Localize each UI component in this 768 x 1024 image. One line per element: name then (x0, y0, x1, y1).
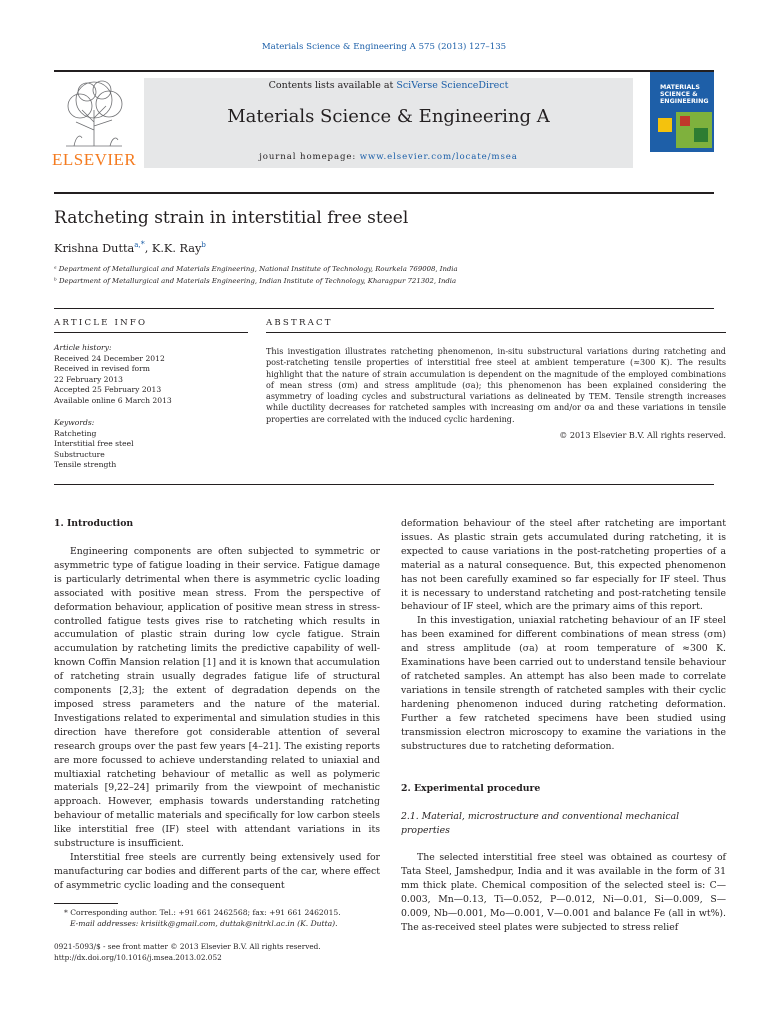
author-ray[interactable]: K.K. Ray (151, 241, 202, 255)
intro-text (54, 545, 380, 893)
email-note[interactable]: E-mail addresses: krisiitk@gmail.com, duttak@nitrkl.ac.in (K. Dutta). (70, 919, 338, 928)
paragraph: The selected interstitial free steel was obtained as courtesy of Tata Steel, Jamshedpur, India and it was available in the form of 31 mm thick plate. Chemical composition of the selected steel is: C—0.003, Mn—0.13, Ti—0.052, P—0.012, Ni—0.01, Si—0.009, S—0.009, Nb—0.001, Mo—0.001, V—0.001 and balance Fe (all in wt%). The as-received steel plates were subjected to stress relief (401, 852, 726, 933)
header-rule-bottom (54, 192, 714, 194)
cover-title: MATERIALS SCIENCE & ENGINEERING (660, 84, 709, 105)
abstract-heading: ABSTRACT (266, 318, 333, 328)
homepage-prefix: journal homepage: (259, 152, 360, 162)
info-rule (54, 332, 248, 333)
keyword-item: Tensile strength (54, 460, 117, 469)
material-text (401, 851, 726, 934)
history-item: Available online 6 March 2013 (54, 395, 172, 405)
paragraph: Interstitial free steels are currently being extensively used for manufacturing car bodies and different parts of the car, where effect of asymmetric cyclic loading and the consequent (54, 851, 380, 891)
section-heading-introduction: 1. Introduction (54, 518, 134, 529)
history-item: 22 February 2013 (54, 374, 123, 384)
keyword-item: Ratcheting (54, 428, 97, 438)
header-rule-top (54, 70, 714, 72)
section-heading-experimental: 2. Experimental procedure (401, 783, 541, 794)
corresponding-star[interactable]: * (140, 240, 145, 249)
article-history (54, 343, 248, 406)
affiliation-b: ᵇ Department of Metallurgical and Materials Engineering, Indian Institute of Technology, Kharagpur 721302, India (54, 277, 457, 285)
sciencedirect-link[interactable]: SciVerse ScienceDirect (396, 80, 509, 91)
abstract-copyright: © 2013 Elsevier B.V. All rights reserved. (559, 430, 726, 440)
abstract-text: This investigation illustrates ratcheting phenomenon, in-situ substructural variations during ratcheting and post-ratcheting tensile properties of interstitial free steel at ambient temperature (≈300 K). The results highlight that the nature of strain accumulation is dependent on the magnitude of the employed combinations of mean stress (σm) and stress amplitude (σa); this phenomenon has been explained considering the asymmetry of loading cycles and substructural variations as delineated by TEM. Tensile strength increases while ductility decreases for ratcheted samples with increasing σm and/or σa and these variations in tensile properties are correlated with the induced cyclic hardening. (266, 346, 726, 424)
author1-affil-mark[interactable]: a, (134, 241, 141, 249)
paragraph: In this investigation, uniaxial ratcheting behaviour of an IF steel has been examined for different combinations of mean stress (σm) and stress amplitude (σa) at room temperature of ≈300 K. Examinations have been carried out to understand tensile behaviour of ratcheted samples. An attempt has also been made to correlate variations in tensile strength of ratcheted samples with their cyclic hardening phenomenon induced during ratcheting deformation. Further a few ratcheted specimens have been studied using transmission electron microscopy to examine the variations in the substructures due to ratcheting deformation. (401, 615, 726, 752)
author-separator: , (144, 241, 152, 255)
article-title: Ratcheting strain in interstitial free steel (54, 208, 409, 228)
right-column-text (401, 517, 726, 753)
keywords (54, 418, 248, 471)
contents-line (144, 80, 633, 91)
journal-name: Materials Science & Engineering A (227, 106, 550, 127)
journal-citation[interactable]: Materials Science & Engineering A 575 (2013) 127–135 (261, 42, 507, 52)
affiliation-a: ᵃ Department of Metallurgical and Materials Engineering, National Institute of Technology, Rourkela 769008, India (54, 265, 458, 273)
author2-affil-mark[interactable]: b (201, 241, 206, 249)
subsection-heading-material: 2.1. Material, microstructure and conventional mechanical properties (401, 811, 680, 836)
elsevier-wordmark: ELSEVIER (52, 150, 137, 169)
info-rule-top (54, 308, 714, 309)
history-label: Article history: (54, 343, 112, 352)
history-item: Received in revised form (54, 364, 150, 373)
keyword-item: Interstitial free steel (54, 439, 134, 448)
history-item: Received 24 December 2012 (54, 353, 165, 363)
front-matter-lines (54, 942, 321, 963)
doi-link[interactable]: http://dx.doi.org/10.1016/j.msea.2013.02.052 (54, 952, 222, 962)
homepage-link[interactable]: www.elsevier.com/locate/msea (359, 152, 518, 162)
history-item: Accepted 25 February 2013 (54, 385, 162, 394)
corresponding-author-note: * Corresponding author. Tel.: +91 661 2462568; fax: +91 661 2462015. (64, 908, 341, 917)
paragraph: Engineering components are often subjected to symmetric or asymmetric type of fatigue loading in their service. Fatigue damage is particularly detrimental when there is asymmetric cyclic loading associated with positive mean stress. From the perspective of deformation behaviour, application of positive mean stress in stress-controlled fatigue tests gives rise to ratcheting which results in accumulation of plastic strain during low cycle fatigue. Strain accumulation by ratcheting limits the predictive capability of well-known Coffin Mansion relation [1] and it is known that accumulation of ratcheting strain usually degrades fatigue life of structural components [2,3]; the extent of degradation depends on the imposed stress parameters and the nature of the material. Investigations related to experimental and simulation studies in this direction have therefore got considerable attention of several research groups over the past few years [4–21]. The existing reports are more focussed to achieve understanding related to uniaxial and multiaxial ratcheting behaviour of metallic as well as polymeric materials [9,22–24] primarily from the viewpoint of mechanistic approach. However, emphasis towards understanding ratcheting behaviour of metallic materials and specifically for low carbon steels like interstitial free (IF) steel with attendant variations in its substructure is insufficient. (54, 546, 380, 850)
author-list (54, 240, 206, 255)
homepage-line (144, 152, 633, 162)
abstract-rule-bottom (54, 484, 714, 485)
author-dutta[interactable]: Krishna Dutta (54, 241, 135, 255)
abstract-rule (266, 332, 726, 333)
keywords-label: Keywords: (54, 418, 95, 427)
contents-prefix: Contents lists available at (268, 80, 397, 91)
issn-line: 0921-5093/$ - see front matter © 2013 Elsevier B.V. All rights reserved. (54, 942, 321, 951)
article-info-heading: ARTICLE INFO (54, 318, 148, 328)
paragraph: deformation behaviour of the steel after ratcheting are important issues. As plastic strain gets accumulated during ratcheting, it is expected to cause variations in the post-ratcheting properties of a material as a natural consequence. But, this expected phenomenon has not been carefully examined so far especially for IF steel. Thus it is necessary to understand ratcheting and post-ratcheting tensile behaviour of IF steel, which are the primary aims of this report. (401, 518, 726, 613)
keyword-item: Substructure (54, 449, 105, 459)
footnote-rule (54, 903, 118, 904)
